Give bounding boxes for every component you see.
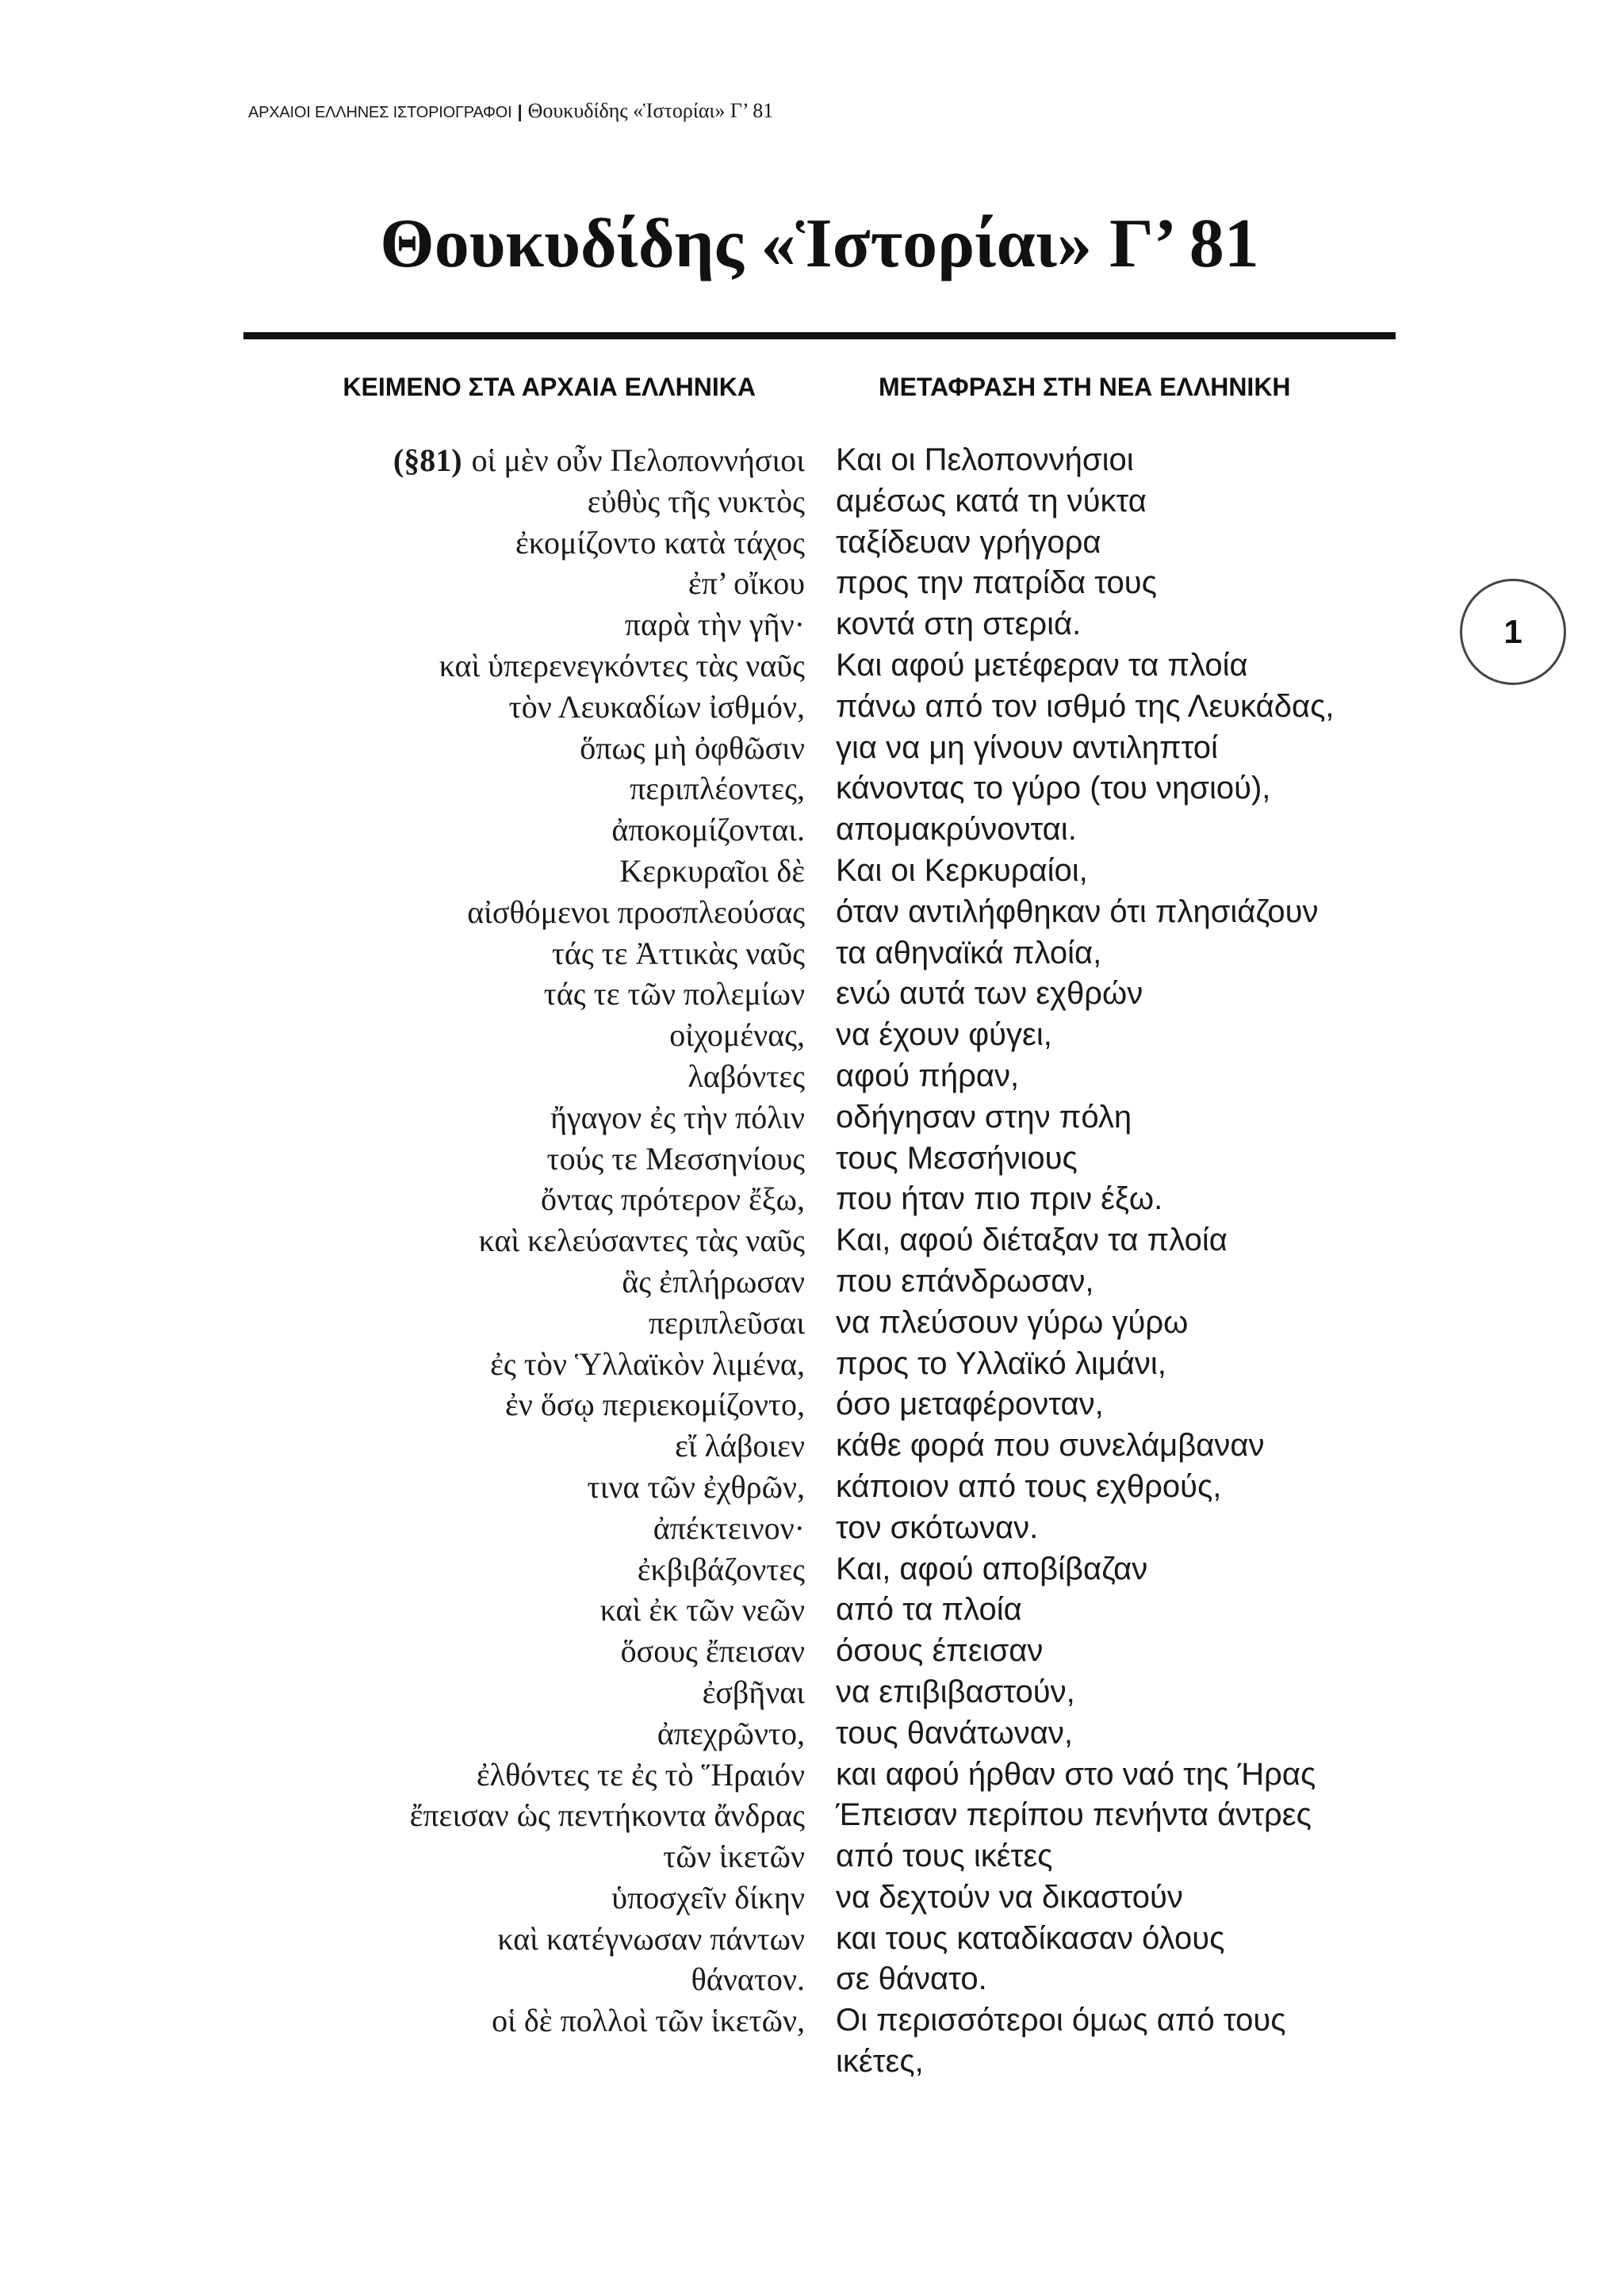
running-header bbox=[248, 97, 773, 125]
translation-line: σε θάνατο. bbox=[836, 1961, 987, 1997]
translation-line: που επάνδρωσαν, bbox=[836, 1263, 1094, 1299]
ancient-text: οἱ μὲν οὖν Πελοποννήσιοι bbox=[471, 442, 805, 478]
text-row bbox=[301, 809, 1443, 851]
text-row bbox=[301, 1425, 1443, 1467]
text-row bbox=[301, 522, 1443, 564]
ancient-text: ἀποκομίζονται. bbox=[611, 812, 805, 848]
text-row bbox=[301, 1795, 1443, 1836]
title-divider bbox=[243, 332, 1396, 339]
ancient-text-line bbox=[301, 1261, 805, 1303]
translation-line: για να μη γίνουν αντιληπτοί bbox=[836, 729, 1218, 765]
ancient-text-line bbox=[301, 851, 805, 892]
translation-line: όσο μεταφέρονταν, bbox=[836, 1387, 1104, 1422]
text-row bbox=[301, 1056, 1443, 1097]
ancient-text: ἔπεισαν ὡς πεντήκοντα ἄνδρας bbox=[409, 1797, 805, 1834]
ancient-text-line bbox=[301, 604, 805, 645]
translation-line: Και, αφού διέταξαν τα πλοία bbox=[836, 1223, 1228, 1258]
ancient-text: ἐσβῆναι bbox=[702, 1674, 805, 1710]
ancient-text-line bbox=[301, 974, 805, 1015]
text-row bbox=[301, 1138, 1443, 1180]
page-title: Θουκυδίδης «Ἱστορίαι» Γ’ 81 bbox=[380, 205, 1259, 282]
translation-line: και τους καταδίκασαν όλους bbox=[836, 1920, 1225, 1956]
ancient-text: ὅπως μὴ ὀφθῶσιν bbox=[580, 729, 805, 766]
ancient-text: περιπλέοντες, bbox=[630, 771, 805, 807]
ancient-text: τάς τε Ἀττικὰς ναῦς bbox=[551, 935, 805, 971]
ancient-text: ὅσους ἔπεισαν bbox=[620, 1633, 805, 1670]
text-row bbox=[301, 1179, 1443, 1220]
text-row bbox=[301, 604, 1443, 645]
translation-line: τα αθηναϊκά πλοία, bbox=[836, 935, 1102, 970]
ancient-text: τῶν ἱκετῶν bbox=[663, 1839, 805, 1875]
ancient-text-line bbox=[301, 481, 805, 522]
text-row bbox=[301, 2000, 1443, 2042]
ancient-text: τάς τε τῶν πολεμίων bbox=[543, 976, 805, 1012]
translation-line: κάποιον από τους εχθρούς, bbox=[836, 1468, 1222, 1504]
ancient-text-line bbox=[301, 1795, 805, 1836]
text-row bbox=[301, 1384, 1443, 1425]
translation-line: Και οι Κερκυραίοι, bbox=[836, 852, 1088, 888]
ancient-text-line bbox=[301, 933, 805, 974]
ancient-text-line bbox=[301, 1384, 805, 1425]
ancient-text-line bbox=[301, 1919, 805, 1960]
translation-line: να επιβιβαστούν, bbox=[836, 1674, 1075, 1709]
ancient-text-line bbox=[301, 1590, 805, 1631]
ancient-text-line bbox=[301, 1508, 805, 1549]
ancient-text-line bbox=[301, 1097, 805, 1138]
translation-line: που ήταν πιο πριν έξω. bbox=[836, 1181, 1163, 1217]
ancient-text: αἰσθόμενοι προσπλεούσας bbox=[467, 894, 805, 930]
section-marker: (§81) bbox=[393, 442, 462, 478]
ancient-text: Κερκυραῖοι δὲ bbox=[619, 852, 805, 889]
translation-line: όταν αντιλήφθηκαν ότι πλησιάζουν bbox=[836, 894, 1319, 929]
translation-line: κάθε φορά που συνελάμβαναν bbox=[836, 1428, 1265, 1464]
text-row bbox=[301, 768, 1443, 809]
text-row bbox=[301, 851, 1443, 892]
translation-line: από τα πλοία bbox=[836, 1592, 1022, 1628]
running-header-work: Θουκυδίδης «Ἱστορίαι» Γ’ 81 bbox=[527, 99, 774, 122]
ancient-text-line bbox=[301, 1631, 805, 1672]
text-row bbox=[301, 1220, 1443, 1261]
ancient-text-line bbox=[301, 1138, 805, 1180]
translation-line: Και οι Πελοποννήσιοι bbox=[836, 442, 1134, 477]
ancient-text-line bbox=[301, 1467, 805, 1508]
ancient-text-line bbox=[301, 645, 805, 687]
ancient-text: τὸν Λευκαδίων ἰσθμόν, bbox=[508, 688, 805, 725]
ancient-text-line bbox=[301, 1220, 805, 1261]
text-row bbox=[301, 1959, 1443, 2000]
text-row bbox=[301, 1755, 1443, 1796]
text-row bbox=[301, 974, 1443, 1015]
ancient-text-line bbox=[301, 1303, 805, 1344]
ancient-text: ἃς ἐπλήρωσαν bbox=[622, 1263, 805, 1299]
text-row bbox=[301, 1836, 1443, 1877]
translation-line: αφού πήραν, bbox=[836, 1058, 1020, 1093]
ancient-text: καὶ ἐκ τῶν νεῶν bbox=[599, 1592, 805, 1628]
page-number-badge: 1 bbox=[1460, 579, 1566, 685]
ancient-text-line bbox=[301, 1713, 805, 1755]
translation-line: αμέσως κατά τη νύκτα bbox=[836, 483, 1147, 519]
ancient-text-line bbox=[301, 1179, 805, 1220]
text-row bbox=[301, 1508, 1443, 1549]
ancient-text-line bbox=[301, 1755, 805, 1796]
ancient-text: λαβόντες bbox=[688, 1058, 805, 1094]
text-row bbox=[301, 1261, 1443, 1303]
ancient-text-line bbox=[301, 563, 805, 604]
ancient-text: ὑποσχεῖν δίκην bbox=[611, 1879, 805, 1915]
ancient-text-line bbox=[301, 1015, 805, 1056]
ancient-text-line bbox=[301, 2000, 805, 2042]
translation-line: και αφού ήρθαν στο ναό της Ήρας bbox=[836, 1756, 1316, 1792]
ancient-text: ἀπέκτεινον· bbox=[653, 1510, 805, 1546]
ancient-text-line bbox=[301, 440, 805, 481]
text-row bbox=[301, 1631, 1443, 1672]
ancient-text: ἐν ὅσῳ περιεκομίζοντο, bbox=[504, 1387, 805, 1423]
ancient-text: καὶ κελεύσαντες τὰς ναῦς bbox=[478, 1223, 805, 1259]
ancient-text: οἱ δὲ πολλοὶ τῶν ἱκετῶν, bbox=[492, 2003, 805, 2039]
ancient-text-line bbox=[301, 1877, 805, 1919]
ancient-text: ἐκβιβάζοντες bbox=[637, 1551, 805, 1587]
ancient-text: τούς τε Μεσσηνίους bbox=[546, 1140, 805, 1177]
translation-line: προς την πατρίδα τους bbox=[836, 565, 1157, 601]
ancient-text-line bbox=[301, 522, 805, 564]
ancient-text: εὐθὺς τῆς νυκτὸς bbox=[587, 483, 805, 519]
translation-line: να έχουν φύγει, bbox=[836, 1017, 1052, 1053]
text-row bbox=[301, 1015, 1443, 1056]
translation-line: όσους έπεισαν bbox=[836, 1633, 1044, 1669]
text-row bbox=[301, 1467, 1443, 1508]
translation-line: να δεχτούν να δικαστούν bbox=[836, 1879, 1183, 1915]
text-row bbox=[301, 1590, 1443, 1631]
text-row bbox=[301, 1303, 1443, 1344]
ancient-text-line bbox=[301, 728, 805, 769]
translation-line: Οι περισσότεροι όμως από τους bbox=[836, 2003, 1286, 2038]
text-row bbox=[301, 1097, 1443, 1138]
ancient-text-line bbox=[301, 809, 805, 851]
translation-line: τους Μεσσήνιους bbox=[836, 1140, 1078, 1176]
translation-line: από τους ικέτες bbox=[836, 1839, 1053, 1874]
text-row bbox=[301, 1713, 1443, 1755]
ancient-text-line bbox=[301, 1056, 805, 1097]
text-row bbox=[301, 481, 1443, 522]
ancient-text: οἰχομένας, bbox=[669, 1017, 805, 1054]
translation-line: προς το Υλλαϊκό λιμάνι, bbox=[836, 1345, 1166, 1381]
text-row bbox=[301, 2042, 1443, 2083]
text-row bbox=[301, 728, 1443, 769]
ancient-text-column-heading: ΚΕΙΜΕΝΟ ΣΤΑ ΑΡΧΑΙΑ ΕΛΛΗΝΙΚΑ bbox=[343, 373, 756, 401]
translation-line: τους θανάτωναν, bbox=[836, 1715, 1073, 1751]
text-row bbox=[301, 933, 1443, 974]
translation-line: απομακρύνονται. bbox=[836, 812, 1077, 848]
translation-line: κάνοντας το γύρο (του νησιού), bbox=[836, 771, 1271, 806]
translation-line: ικέτες, bbox=[836, 2044, 924, 2080]
ancient-text: εἴ λάβοιεν bbox=[675, 1428, 805, 1464]
ancient-text: ἀπεχρῶντο, bbox=[657, 1715, 805, 1751]
ancient-text-line bbox=[301, 1672, 805, 1713]
ancient-text: τινα τῶν ἐχθρῶν, bbox=[587, 1468, 805, 1505]
running-header-series: ΑΡΧΑΙΟΙ ΕΛΛΗΝΕΣ ΙΣΤΟΡΙΟΓΡΑΦΟΙ bbox=[248, 104, 512, 121]
parallel-text-body bbox=[301, 440, 1443, 2083]
text-row bbox=[301, 645, 1443, 687]
ancient-text-line bbox=[301, 892, 805, 933]
ancient-text-line bbox=[301, 768, 805, 809]
text-row bbox=[301, 440, 1443, 481]
text-row bbox=[301, 1877, 1443, 1919]
translation-line: πάνω από τον ισθμό της Λευκάδας, bbox=[836, 688, 1335, 724]
translation-line: κοντά στη στεριά. bbox=[836, 607, 1082, 642]
ancient-text: παρὰ τὴν γῆν· bbox=[624, 607, 805, 643]
ancient-text: ἐλθόντες τε ἐς τὸ Ἥραιόν bbox=[476, 1756, 805, 1793]
text-row bbox=[301, 1672, 1443, 1713]
ancient-text-line bbox=[301, 1959, 805, 2000]
ancient-text-line bbox=[301, 1836, 805, 1877]
text-row bbox=[301, 892, 1443, 933]
ancient-text: περιπλεῦσαι bbox=[648, 1304, 805, 1341]
text-row bbox=[301, 1919, 1443, 1960]
ancient-text: καὶ κατέγνωσαν πάντων bbox=[497, 1920, 805, 1957]
ancient-text: καὶ ὑπερενεγκόντες τὰς ναῦς bbox=[439, 647, 805, 683]
text-row bbox=[301, 687, 1443, 728]
ancient-text: θάνατον. bbox=[691, 1961, 805, 1998]
text-row bbox=[301, 1549, 1443, 1590]
running-header-separator: | bbox=[517, 101, 523, 121]
ancient-text-line bbox=[301, 1425, 805, 1467]
ancient-text-line bbox=[301, 1344, 805, 1385]
translation-line: Και αφού μετέφεραν τα πλοία bbox=[836, 647, 1248, 683]
ancient-text: ὄντας πρότερον ἔξω, bbox=[541, 1181, 805, 1218]
translation-line: τον σκότωναν. bbox=[836, 1510, 1039, 1545]
ancient-text-line bbox=[301, 1549, 805, 1590]
translation-column-heading: ΜΕΤΑΦΡΑΣΗ ΣΤΗ ΝΕΑ ΕΛΛΗΝΙΚΗ bbox=[879, 373, 1291, 401]
ancient-text-line bbox=[301, 2042, 805, 2083]
ancient-text: ἐς τὸν Ὑλλαϊκὸν λιμένα, bbox=[490, 1345, 805, 1382]
translation-line: οδήγησαν στην πόλη bbox=[836, 1099, 1132, 1135]
translation-line: Και, αφού αποβίβαζαν bbox=[836, 1551, 1148, 1586]
ancient-text: ἐκομίζοντο κατὰ τάχος bbox=[515, 524, 805, 561]
translation-line: Έπεισαν περίπου πενήντα άντρες bbox=[836, 1797, 1312, 1833]
translation-line: ταξίδευαν γρήγορα bbox=[836, 524, 1101, 560]
text-row bbox=[301, 563, 1443, 604]
ancient-text: ἐπ’ οἴκου bbox=[688, 565, 805, 602]
ancient-text-line bbox=[301, 687, 805, 728]
translation-line: να πλεύσουν γύρω γύρω bbox=[836, 1304, 1189, 1340]
text-row bbox=[301, 1344, 1443, 1385]
ancient-text: ἤγαγον ἐς τὴν πόλιν bbox=[550, 1099, 805, 1135]
translation-line: ενώ αυτά των εχθρών bbox=[836, 976, 1143, 1012]
